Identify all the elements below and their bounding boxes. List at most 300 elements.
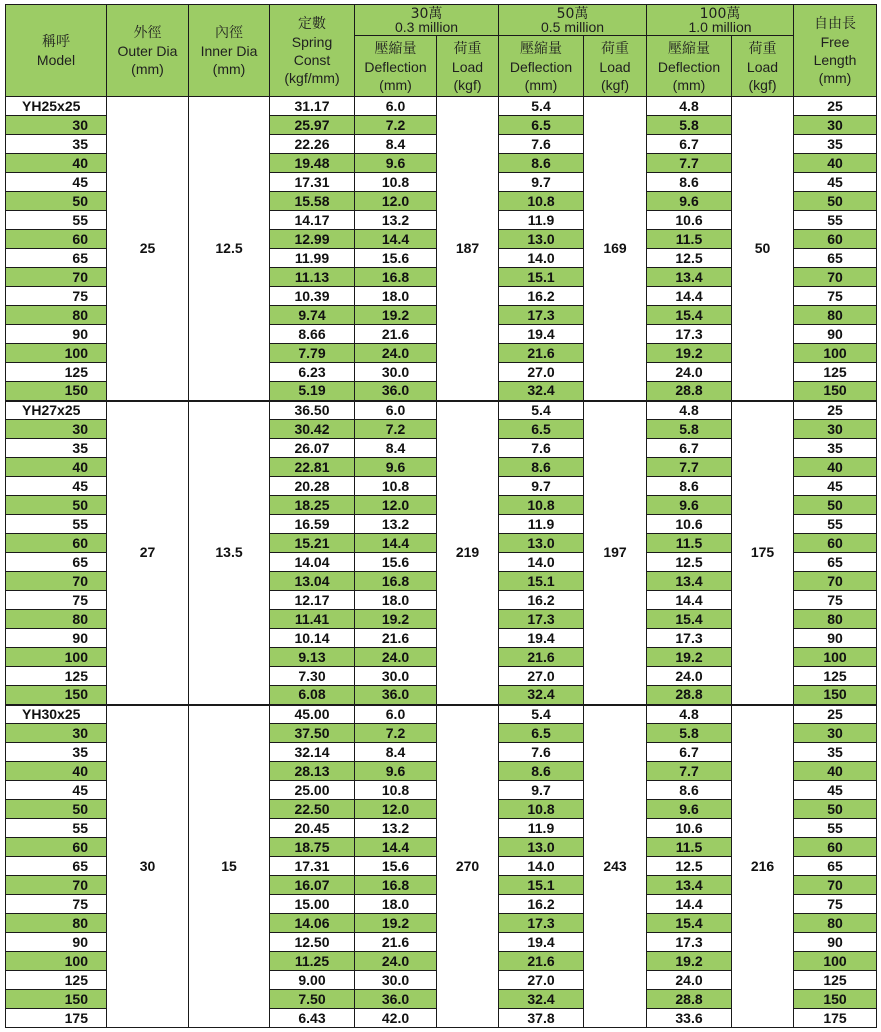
deflection-500k-cell: 19.4 <box>499 325 584 344</box>
deflection-500k-cell: 37.8 <box>499 1009 584 1028</box>
deflection-300k-cell: 42.0 <box>355 1009 437 1028</box>
free-length-cell: 80 <box>794 306 877 325</box>
header-free-unit: (mm) <box>818 70 852 86</box>
header-deflection-zh: 壓縮量 <box>520 40 562 57</box>
model-cell <box>6 705 107 724</box>
deflection-1m-cell: 15.4 <box>647 914 732 933</box>
deflection-500k-cell: 17.3 <box>499 306 584 325</box>
free-length-cell: 50 <box>794 800 877 819</box>
free-length-cell: 60 <box>794 838 877 857</box>
deflection-1m-cell: 8.6 <box>647 477 732 496</box>
deflection-1m-cell: 14.4 <box>647 895 732 914</box>
deflection-500k-cell: 14.0 <box>499 857 584 876</box>
free-length-cell: 30 <box>794 116 877 135</box>
deflection-300k-cell: 8.4 <box>355 135 437 154</box>
spring-const-cell: 11.25 <box>270 952 355 971</box>
deflection-1m-cell: 5.8 <box>647 116 732 135</box>
spring-const-cell: 17.31 <box>270 857 355 876</box>
deflection-300k-cell: 36.0 <box>355 686 437 705</box>
spring-const-cell: 37.50 <box>270 724 355 743</box>
header-deflection-zh: 壓縮量 <box>374 40 417 57</box>
spring-const-cell: 19.48 <box>270 154 355 173</box>
model-length: 25 <box>64 97 81 114</box>
deflection-500k-cell: 7.6 <box>499 135 584 154</box>
free-length-cell: 65 <box>794 553 877 572</box>
header-outer-unit: (mm) <box>131 61 164 77</box>
header-inner-dia <box>189 5 270 97</box>
deflection-300k-cell: 9.6 <box>355 154 437 173</box>
header-spring-en1: Spring <box>291 34 333 50</box>
model-cell: 70 <box>6 572 107 591</box>
deflection-1m-cell: 12.5 <box>647 249 732 268</box>
model-cell: 75 <box>6 287 107 306</box>
deflection-1m-cell: 4.8 <box>647 401 732 420</box>
header-load-en: Load <box>451 58 484 75</box>
spring-const-cell: 17.31 <box>270 173 355 192</box>
deflection-1m-cell: 24.0 <box>647 667 732 686</box>
model-cell: 65 <box>6 857 107 876</box>
load-1m-cell: 216 <box>732 705 794 1028</box>
deflection-500k-cell: 17.3 <box>499 914 584 933</box>
deflection-1m-cell: 19.2 <box>647 344 732 363</box>
model-cell: 125 <box>6 363 107 382</box>
free-length-cell: 90 <box>794 325 877 344</box>
deflection-300k-cell: 16.8 <box>355 268 437 287</box>
deflection-1m-cell: 6.7 <box>647 135 732 154</box>
free-length-cell: 40 <box>794 762 877 781</box>
deflection-500k-cell: 14.0 <box>499 553 584 572</box>
deflection-1m-cell: 8.6 <box>647 781 732 800</box>
load-300k-cell: 219 <box>437 401 499 705</box>
deflection-500k-cell: 6.5 <box>499 420 584 439</box>
free-length-cell: 50 <box>794 496 877 515</box>
free-length-cell: 90 <box>794 933 877 952</box>
header-model-en: Model <box>36 52 76 68</box>
model-cell: 30 <box>6 420 107 439</box>
header-inner-unit: (mm) <box>212 61 246 77</box>
deflection-500k-cell: 7.6 <box>499 743 584 762</box>
deflection-500k-cell: 8.6 <box>499 762 584 781</box>
model-length: 25 <box>64 401 81 418</box>
spring-const-cell: 11.99 <box>270 249 355 268</box>
deflection-300k-cell: 13.2 <box>355 515 437 534</box>
outer-dia-cell: 30 <box>107 705 189 1028</box>
model-cell: 100 <box>6 344 107 363</box>
spring-const-cell: 11.41 <box>270 610 355 629</box>
spring-const-cell: 7.50 <box>270 990 355 1009</box>
spring-const-cell: 16.07 <box>270 876 355 895</box>
deflection-300k-cell: 9.6 <box>355 762 437 781</box>
deflection-1m-cell: 17.3 <box>647 629 732 648</box>
model-cell: 50 <box>6 800 107 819</box>
deflection-1m-cell: 13.4 <box>647 572 732 591</box>
deflection-1m-cell: 19.2 <box>647 952 732 971</box>
deflection-500k-cell: 13.0 <box>499 230 584 249</box>
deflection-1m-cell: 17.3 <box>647 325 732 344</box>
deflection-500k-cell: 16.2 <box>499 287 584 306</box>
deflection-300k-cell: 30.0 <box>355 363 437 382</box>
spring-const-cell: 28.13 <box>270 762 355 781</box>
model-cell: 70 <box>6 268 107 287</box>
spring-const-cell: 9.00 <box>270 971 355 990</box>
deflection-1m-cell: 13.4 <box>647 876 732 895</box>
model-cell: 40 <box>6 458 107 477</box>
header-life-300k <box>355 5 499 36</box>
free-length-cell: 50 <box>794 192 877 211</box>
deflection-500k-cell: 5.4 <box>499 401 584 420</box>
deflection-500k-cell: 21.6 <box>499 648 584 667</box>
deflection-300k-cell: 13.2 <box>355 819 437 838</box>
deflection-300k-cell: 21.6 <box>355 325 437 344</box>
model-cell: 60 <box>6 838 107 857</box>
header-life-500k-en: 0.5 million <box>540 18 605 35</box>
deflection-300k-cell: 8.4 <box>355 439 437 458</box>
header-load-zh: 荷重 <box>748 40 777 57</box>
deflection-500k-cell: 17.3 <box>499 610 584 629</box>
outer-dia-cell: 27 <box>107 401 189 705</box>
model-cell: 80 <box>6 306 107 325</box>
spring-const-cell: 8.66 <box>270 325 355 344</box>
header-deflection-unit: (mm) <box>524 76 558 93</box>
spring-const-cell: 11.13 <box>270 268 355 287</box>
deflection-300k-cell: 19.2 <box>355 610 437 629</box>
free-length-cell: 55 <box>794 211 877 230</box>
header-deflection-300k <box>355 36 437 97</box>
spring-const-cell: 32.14 <box>270 743 355 762</box>
deflection-500k-cell: 16.2 <box>499 895 584 914</box>
free-length-cell: 60 <box>794 230 877 249</box>
free-length-cell: 35 <box>794 439 877 458</box>
deflection-500k-cell: 21.6 <box>499 344 584 363</box>
deflection-500k-cell: 8.6 <box>499 154 584 173</box>
spring-const-cell: 45.00 <box>270 705 355 724</box>
deflection-300k-cell: 12.0 <box>355 800 437 819</box>
deflection-300k-cell: 15.6 <box>355 553 437 572</box>
header-inner-en: Inner Dia <box>200 43 258 59</box>
spring-const-cell: 6.23 <box>270 363 355 382</box>
header-model-zh: 稱呼 <box>42 34 70 50</box>
header-life-300k-en: 0.3 million <box>394 18 459 35</box>
free-length-cell: 150 <box>794 382 877 401</box>
deflection-1m-cell: 15.4 <box>647 306 732 325</box>
model-cell: 65 <box>6 249 107 268</box>
deflection-1m-cell: 28.8 <box>647 990 732 1009</box>
deflection-300k-cell: 24.0 <box>355 344 437 363</box>
deflection-1m-cell: 12.5 <box>647 553 732 572</box>
model-prefix: YH30x <box>22 705 65 722</box>
deflection-300k-cell: 15.6 <box>355 857 437 876</box>
deflection-300k-cell: 19.2 <box>355 914 437 933</box>
header-outer-zh: 外徑 <box>133 25 162 41</box>
header-deflection-1m <box>647 36 732 97</box>
deflection-500k-cell: 6.5 <box>499 116 584 135</box>
header-spring-const <box>270 5 355 97</box>
deflection-500k-cell: 7.6 <box>499 439 584 458</box>
deflection-1m-cell: 11.5 <box>647 838 732 857</box>
spring-const-cell: 22.81 <box>270 458 355 477</box>
deflection-1m-cell: 28.8 <box>647 686 732 705</box>
load-500k-cell: 197 <box>584 401 647 705</box>
deflection-300k-cell: 24.0 <box>355 952 437 971</box>
spring-const-cell: 12.50 <box>270 933 355 952</box>
deflection-500k-cell: 9.7 <box>499 781 584 800</box>
deflection-300k-cell: 36.0 <box>355 382 437 401</box>
free-length-cell: 100 <box>794 952 877 971</box>
deflection-500k-cell: 9.7 <box>499 477 584 496</box>
model-length: 25 <box>64 705 81 722</box>
load-1m-cell: 175 <box>732 401 794 705</box>
header-load-en: Load <box>746 58 779 75</box>
deflection-300k-cell: 6.0 <box>355 97 437 116</box>
load-500k-cell: 243 <box>584 705 647 1028</box>
deflection-500k-cell: 32.4 <box>499 382 584 401</box>
free-length-cell: 125 <box>794 971 877 990</box>
load-1m-cell: 50 <box>732 97 794 401</box>
deflection-1m-cell: 7.7 <box>647 762 732 781</box>
header-life-500k <box>499 5 647 36</box>
load-300k-cell: 270 <box>437 705 499 1028</box>
model-cell: 150 <box>6 382 107 401</box>
spring-const-cell: 15.21 <box>270 534 355 553</box>
deflection-500k-cell: 19.4 <box>499 629 584 648</box>
deflection-500k-cell: 32.4 <box>499 686 584 705</box>
deflection-300k-cell: 12.0 <box>355 192 437 211</box>
header-spring-unit: (kgf/mm) <box>284 70 340 86</box>
deflection-300k-cell: 10.8 <box>355 477 437 496</box>
deflection-300k-cell: 16.8 <box>355 572 437 591</box>
table-row <box>6 705 877 724</box>
deflection-500k-cell: 11.9 <box>499 515 584 534</box>
deflection-1m-cell: 11.5 <box>647 534 732 553</box>
model-cell: 100 <box>6 648 107 667</box>
model-cell: 75 <box>6 895 107 914</box>
free-length-cell: 25 <box>794 705 877 724</box>
deflection-500k-cell: 27.0 <box>499 667 584 686</box>
spring-const-cell: 30.42 <box>270 420 355 439</box>
model-cell: 55 <box>6 819 107 838</box>
deflection-300k-cell: 7.2 <box>355 116 437 135</box>
deflection-1m-cell: 14.4 <box>647 591 732 610</box>
spring-const-cell: 12.17 <box>270 591 355 610</box>
deflection-1m-cell: 6.7 <box>647 743 732 762</box>
spring-const-cell: 22.26 <box>270 135 355 154</box>
free-length-cell: 70 <box>794 268 877 287</box>
spring-const-cell: 14.06 <box>270 914 355 933</box>
header-spring-zh: 定數 <box>298 16 326 32</box>
model-cell: 60 <box>6 230 107 249</box>
model-cell: 30 <box>6 116 107 135</box>
model-cell: 90 <box>6 629 107 648</box>
spring-const-cell: 6.43 <box>270 1009 355 1028</box>
spring-const-cell: 7.79 <box>270 344 355 363</box>
header-load-unit: (kgf) <box>748 76 777 93</box>
spring-const-cell: 10.14 <box>270 629 355 648</box>
deflection-500k-cell: 5.4 <box>499 705 584 724</box>
deflection-300k-cell: 10.8 <box>355 781 437 800</box>
deflection-500k-cell: 9.7 <box>499 173 584 192</box>
deflection-300k-cell: 13.2 <box>355 211 437 230</box>
model-cell: 55 <box>6 211 107 230</box>
deflection-500k-cell: 13.0 <box>499 838 584 857</box>
header-deflection-500k <box>499 36 584 97</box>
deflection-500k-cell: 5.4 <box>499 97 584 116</box>
spring-const-cell: 5.19 <box>270 382 355 401</box>
spring-const-cell: 31.17 <box>270 97 355 116</box>
free-length-cell: 75 <box>794 895 877 914</box>
deflection-300k-cell: 8.4 <box>355 743 437 762</box>
free-length-cell: 30 <box>794 420 877 439</box>
deflection-300k-cell: 7.2 <box>355 420 437 439</box>
free-length-cell: 75 <box>794 591 877 610</box>
free-length-cell: 125 <box>794 363 877 382</box>
deflection-300k-cell: 16.8 <box>355 876 437 895</box>
free-length-cell: 100 <box>794 344 877 363</box>
outer-dia-cell: 25 <box>107 97 189 401</box>
header-outer-dia <box>107 5 189 97</box>
model-cell: 80 <box>6 914 107 933</box>
deflection-500k-cell: 14.0 <box>499 249 584 268</box>
free-length-cell: 100 <box>794 648 877 667</box>
deflection-1m-cell: 17.3 <box>647 933 732 952</box>
deflection-500k-cell: 15.1 <box>499 572 584 591</box>
deflection-1m-cell: 33.6 <box>647 1009 732 1028</box>
spring-const-cell: 16.59 <box>270 515 355 534</box>
free-length-cell: 35 <box>794 743 877 762</box>
free-length-cell: 55 <box>794 819 877 838</box>
deflection-1m-cell: 6.7 <box>647 439 732 458</box>
spring-const-cell: 36.50 <box>270 401 355 420</box>
deflection-1m-cell: 5.8 <box>647 724 732 743</box>
deflection-500k-cell: 21.6 <box>499 952 584 971</box>
spring-const-cell: 9.74 <box>270 306 355 325</box>
deflection-500k-cell: 19.4 <box>499 933 584 952</box>
free-length-cell: 30 <box>794 724 877 743</box>
header-free-en1: Free <box>820 34 850 50</box>
deflection-1m-cell: 9.6 <box>647 800 732 819</box>
inner-dia-cell: 15 <box>189 705 270 1028</box>
deflection-300k-cell: 36.0 <box>355 990 437 1009</box>
model-cell: 150 <box>6 686 107 705</box>
free-length-cell: 45 <box>794 781 877 800</box>
load-500k-cell: 169 <box>584 97 647 401</box>
free-length-cell: 150 <box>794 990 877 1009</box>
model-cell: 30 <box>6 724 107 743</box>
model-cell: 90 <box>6 933 107 952</box>
header-deflection-en: Deflection <box>364 58 427 75</box>
spring-const-cell: 6.08 <box>270 686 355 705</box>
deflection-1m-cell: 9.6 <box>647 496 732 515</box>
header-spring-en2: Const <box>293 52 331 68</box>
model-cell: 45 <box>6 173 107 192</box>
table-row <box>6 97 877 116</box>
spec-table-body <box>6 97 877 1028</box>
deflection-300k-cell: 7.2 <box>355 724 437 743</box>
deflection-500k-cell: 32.4 <box>499 990 584 1009</box>
spring-const-cell: 18.75 <box>270 838 355 857</box>
free-length-cell: 40 <box>794 154 877 173</box>
model-cell: 60 <box>6 534 107 553</box>
header-deflection-zh: 壓縮量 <box>668 40 710 57</box>
free-length-cell: 80 <box>794 914 877 933</box>
deflection-300k-cell: 18.0 <box>355 591 437 610</box>
spring-const-cell: 15.00 <box>270 895 355 914</box>
free-length-cell: 90 <box>794 629 877 648</box>
header-deflection-unit: (mm) <box>379 76 412 93</box>
deflection-300k-cell: 19.2 <box>355 306 437 325</box>
model-cell: 45 <box>6 781 107 800</box>
free-length-cell: 35 <box>794 135 877 154</box>
deflection-1m-cell: 24.0 <box>647 363 732 382</box>
free-length-cell: 40 <box>794 458 877 477</box>
deflection-500k-cell: 11.9 <box>499 819 584 838</box>
deflection-1m-cell: 10.6 <box>647 819 732 838</box>
deflection-1m-cell: 13.4 <box>647 268 732 287</box>
deflection-500k-cell: 15.1 <box>499 876 584 895</box>
free-length-cell: 125 <box>794 667 877 686</box>
free-length-cell: 70 <box>794 876 877 895</box>
spring-const-cell: 12.99 <box>270 230 355 249</box>
deflection-500k-cell: 13.0 <box>499 534 584 553</box>
header-inner-zh: 內徑 <box>215 25 243 41</box>
deflection-1m-cell: 5.8 <box>647 420 732 439</box>
free-length-cell: 75 <box>794 287 877 306</box>
model-cell: 45 <box>6 477 107 496</box>
header-life-1m-en: 1.0 million <box>688 18 752 35</box>
header-load-unit: (kgf) <box>601 76 629 93</box>
header-model <box>6 5 107 97</box>
header-load-1m <box>732 36 794 97</box>
deflection-1m-cell: 11.5 <box>647 230 732 249</box>
header-free-en2: Length <box>813 52 857 68</box>
spring-const-cell: 22.50 <box>270 800 355 819</box>
model-cell: 125 <box>6 667 107 686</box>
deflection-1m-cell: 24.0 <box>647 971 732 990</box>
deflection-1m-cell: 10.6 <box>647 211 732 230</box>
model-cell: 125 <box>6 971 107 990</box>
free-length-cell: 55 <box>794 515 877 534</box>
deflection-300k-cell: 15.6 <box>355 249 437 268</box>
deflection-1m-cell: 8.6 <box>647 173 732 192</box>
deflection-500k-cell: 27.0 <box>499 363 584 382</box>
spring-const-cell: 9.13 <box>270 648 355 667</box>
spring-const-cell: 14.04 <box>270 553 355 572</box>
deflection-300k-cell: 10.8 <box>355 173 437 192</box>
deflection-1m-cell: 28.8 <box>647 382 732 401</box>
header-life-300k-zh: 30萬 <box>410 5 443 22</box>
deflection-1m-cell: 14.4 <box>647 287 732 306</box>
deflection-500k-cell: 10.8 <box>499 192 584 211</box>
deflection-500k-cell: 8.6 <box>499 458 584 477</box>
model-cell: 90 <box>6 325 107 344</box>
model-prefix: YH27x <box>22 401 65 418</box>
deflection-300k-cell: 21.6 <box>355 629 437 648</box>
deflection-500k-cell: 16.2 <box>499 591 584 610</box>
model-cell: 100 <box>6 952 107 971</box>
spring-const-cell: 26.07 <box>270 439 355 458</box>
deflection-1m-cell: 12.5 <box>647 857 732 876</box>
header-deflection-en: Deflection <box>509 58 573 75</box>
header-load-en: Load <box>599 58 631 75</box>
model-cell: 50 <box>6 192 107 211</box>
model-cell: 70 <box>6 876 107 895</box>
inner-dia-cell: 12.5 <box>189 97 270 401</box>
inner-dia-cell: 13.5 <box>189 401 270 705</box>
deflection-1m-cell: 19.2 <box>647 648 732 667</box>
free-length-cell: 70 <box>794 572 877 591</box>
header-load-zh: 荷重 <box>601 40 629 57</box>
spring-spec-table <box>5 4 877 1028</box>
spring-const-cell: 25.00 <box>270 781 355 800</box>
